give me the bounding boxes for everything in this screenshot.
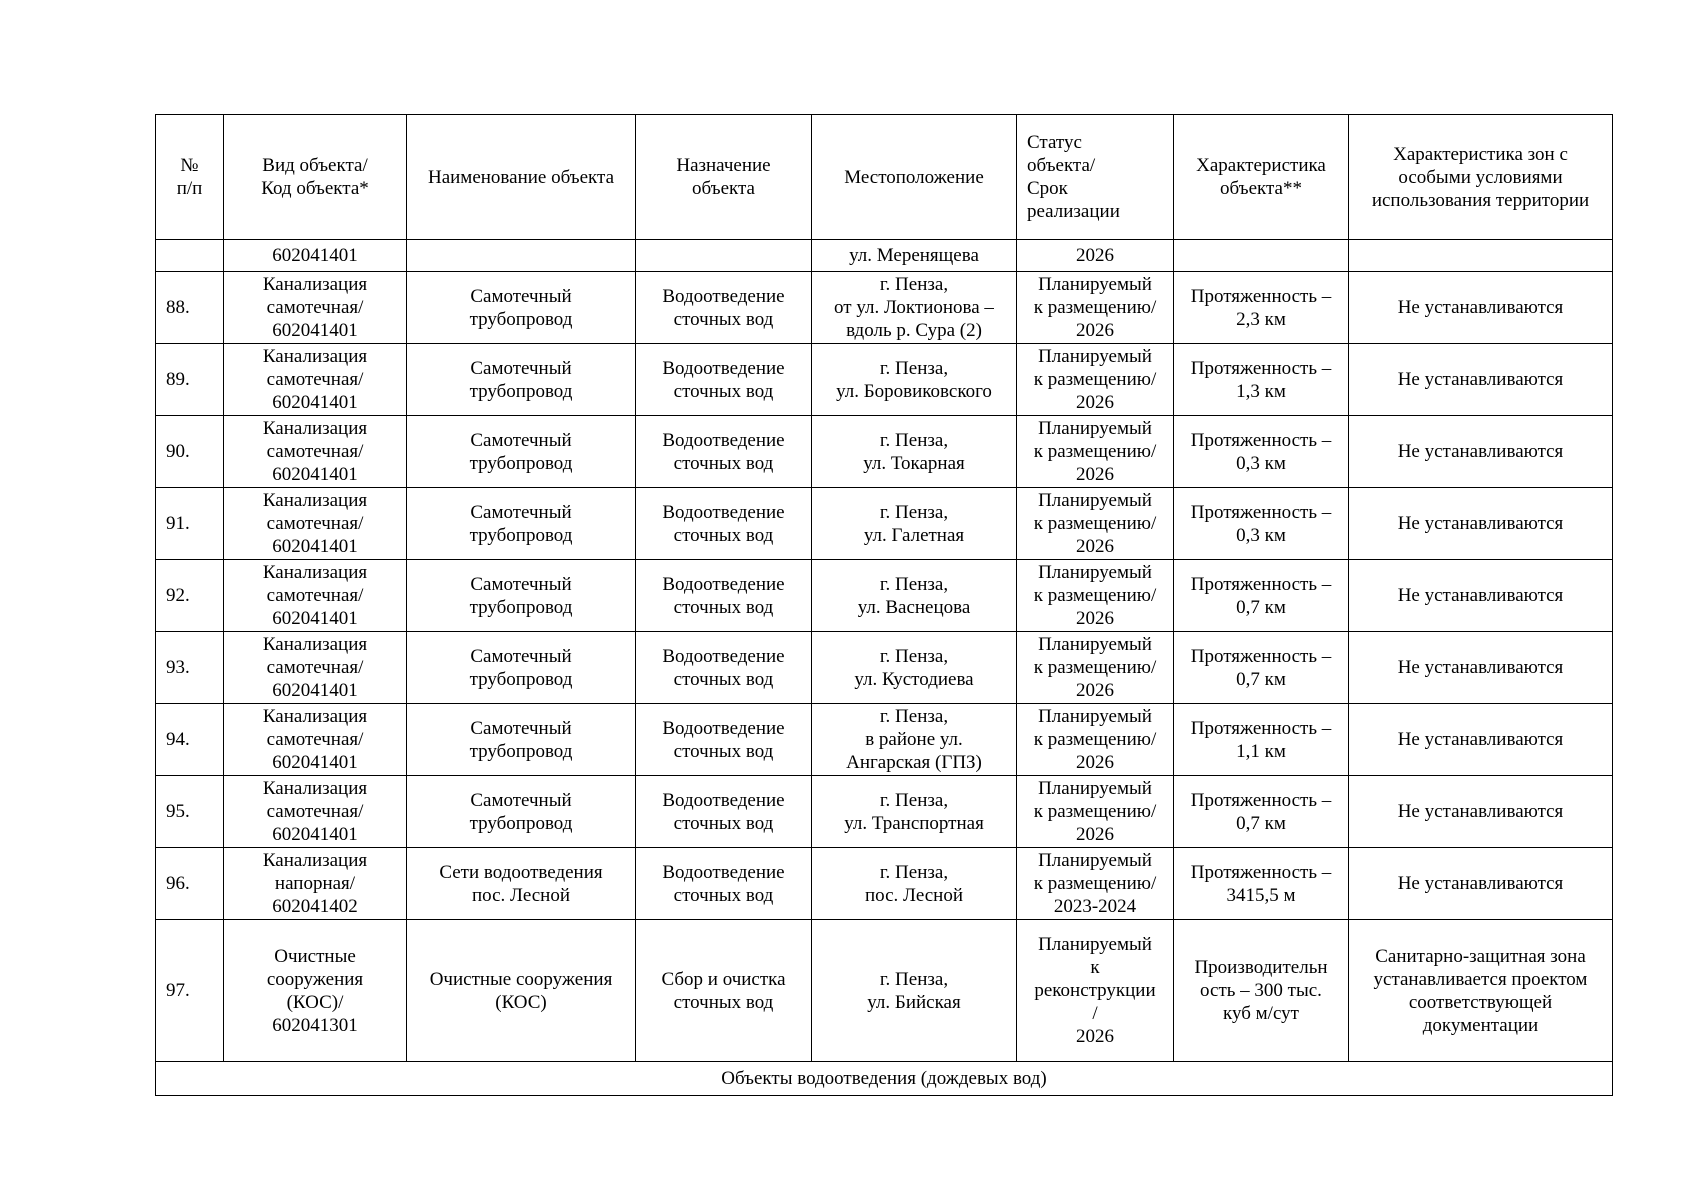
table-row bbox=[156, 344, 1613, 416]
cell-location: г. Пенза, ул. Токарная bbox=[812, 416, 1017, 488]
cell-name: Самотечный трубопровод bbox=[407, 704, 636, 776]
cell-characteristic: Производительн ость – 300 тыс. куб м/сут bbox=[1174, 920, 1349, 1062]
cell-characteristic: Протяженность – 1,1 км bbox=[1174, 704, 1349, 776]
cell-location: г. Пенза, ул. Васнецова bbox=[812, 560, 1017, 632]
cell-purpose: Водоотведение сточных вод bbox=[636, 704, 812, 776]
cell-num bbox=[156, 240, 224, 272]
cell-location: г. Пенза, ул. Галетная bbox=[812, 488, 1017, 560]
table-row bbox=[156, 560, 1613, 632]
header-label: Наименование объекта bbox=[427, 166, 615, 188]
cell-status: Планируемый к размещению/ 2026 bbox=[1017, 632, 1174, 704]
table-row bbox=[156, 776, 1613, 848]
cell-num: 97. bbox=[156, 920, 224, 1062]
header-label: Статус объекта/ Срок реализации bbox=[1027, 132, 1120, 222]
cell-name: Самотечный трубопровод bbox=[407, 632, 636, 704]
cell-type: Канализация самотечная/ 602041401 bbox=[224, 560, 407, 632]
cell-type: 602041401 bbox=[224, 240, 407, 272]
cell-name: Самотечный трубопровод bbox=[407, 560, 636, 632]
cell-name: Самотечный трубопровод bbox=[407, 272, 636, 344]
cell-zones bbox=[1349, 240, 1613, 272]
header-label: Характеристика зон с особыми условиями использования территории bbox=[1371, 143, 1590, 211]
header-label: Местоположение bbox=[844, 166, 984, 188]
cell-name: Очистные сооружения (КОС) bbox=[407, 920, 636, 1062]
cell-location: г. Пенза, пос. Лесной bbox=[812, 848, 1017, 920]
cell-purpose: Водоотведение сточных вод bbox=[636, 848, 812, 920]
table-row bbox=[156, 416, 1613, 488]
cell-name: Самотечный трубопровод bbox=[407, 488, 636, 560]
cell-purpose: Водоотведение сточных вод bbox=[636, 632, 812, 704]
cell-type: Канализация самотечная/ 602041401 bbox=[224, 632, 407, 704]
cell-num: 96. bbox=[156, 848, 224, 920]
header-label: Назначение объекта bbox=[676, 155, 771, 199]
cell-location: г. Пенза, ул. Боровиковского bbox=[812, 344, 1017, 416]
cell-zones: Не устанавливаются bbox=[1349, 560, 1613, 632]
cell-zones: Не устанавливаются bbox=[1349, 272, 1613, 344]
cell-num: 88. bbox=[156, 272, 224, 344]
cell-zones: Не устанавливаются bbox=[1349, 848, 1613, 920]
header-cell-location bbox=[812, 115, 1017, 240]
cell-status: Планируемый к размещению/ 2026 bbox=[1017, 488, 1174, 560]
cell-name: Самотечный трубопровод bbox=[407, 416, 636, 488]
cell-status: Планируемый к размещению/ 2026 bbox=[1017, 704, 1174, 776]
cell-zones: Не устанавливаются bbox=[1349, 416, 1613, 488]
header-cell-purpose bbox=[636, 115, 812, 240]
header-cell-zones bbox=[1349, 115, 1613, 240]
cell-num: 94. bbox=[156, 704, 224, 776]
cell-zones: Не устанавливаются bbox=[1349, 704, 1613, 776]
cell-num: 92. bbox=[156, 560, 224, 632]
header-row bbox=[156, 115, 1613, 240]
cell-name: Самотечный трубопровод bbox=[407, 776, 636, 848]
cell-purpose: Водоотведение сточных вод bbox=[636, 416, 812, 488]
cell-zones: Не устанавливаются bbox=[1349, 344, 1613, 416]
header-label: № п/п bbox=[176, 155, 203, 199]
cell-purpose bbox=[636, 240, 812, 272]
table-row bbox=[156, 920, 1613, 1062]
cell-purpose: Сбор и очистка сточных вод bbox=[636, 920, 812, 1062]
cell-type: Канализация самотечная/ 602041401 bbox=[224, 776, 407, 848]
cell-status: Планируемый к размещению/ 2026 bbox=[1017, 560, 1174, 632]
table-row bbox=[156, 848, 1613, 920]
cell-zones: Не устанавливаются bbox=[1349, 776, 1613, 848]
section-title: Объекты водоотведения (дождевых вод) bbox=[156, 1062, 1613, 1096]
cell-characteristic: Протяженность – 0,7 км bbox=[1174, 560, 1349, 632]
table-row bbox=[156, 272, 1613, 344]
cell-zones: Не устанавливаются bbox=[1349, 632, 1613, 704]
cell-num: 90. bbox=[156, 416, 224, 488]
cell-status: Планируемый к размещению/ 2023-2024 bbox=[1017, 848, 1174, 920]
cell-location: г. Пенза, в районе ул. Ангарская (ГПЗ) bbox=[812, 704, 1017, 776]
continuation-row bbox=[156, 240, 1613, 272]
cell-num: 95. bbox=[156, 776, 224, 848]
cell-zones: Не устанавливаются bbox=[1349, 488, 1613, 560]
cell-characteristic: Протяженность – 2,3 км bbox=[1174, 272, 1349, 344]
cell-characteristic: Протяженность – 0,3 км bbox=[1174, 488, 1349, 560]
cell-characteristic: Протяженность – 1,3 км bbox=[1174, 344, 1349, 416]
table-row bbox=[156, 632, 1613, 704]
header-label: Характеристика объекта** bbox=[1196, 155, 1326, 199]
cell-status: Планируемый к размещению/ 2026 bbox=[1017, 416, 1174, 488]
cell-location: г. Пенза, ул. Транспортная bbox=[812, 776, 1017, 848]
cell-num: 91. bbox=[156, 488, 224, 560]
cell-characteristic: Протяженность – 0,3 км bbox=[1174, 416, 1349, 488]
cell-purpose: Водоотведение сточных вод bbox=[636, 776, 812, 848]
cell-type: Канализация самотечная/ 602041401 bbox=[224, 416, 407, 488]
cell-status: Планируемый к размещению/ 2026 bbox=[1017, 776, 1174, 848]
table-row bbox=[156, 704, 1613, 776]
cell-type: Очистные сооружения (КОС)/ 602041301 bbox=[224, 920, 407, 1062]
cell-type: Канализация напорная/ 602041402 bbox=[224, 848, 407, 920]
cell-type: Канализация самотечная/ 602041401 bbox=[224, 488, 407, 560]
header-label: Вид объекта/ Код объекта* bbox=[261, 155, 369, 199]
cell-zones: Санитарно-защитная зона устанавливается проектом соответствующей документации bbox=[1349, 920, 1613, 1062]
cell-status: Планируемый к реконструкции / 2026 bbox=[1017, 920, 1174, 1062]
cell-characteristic: Протяженность – 3415,5 м bbox=[1174, 848, 1349, 920]
cell-name: Сети водоотведения пос. Лесной bbox=[407, 848, 636, 920]
cell-name bbox=[407, 240, 636, 272]
cell-type: Канализация самотечная/ 602041401 bbox=[224, 704, 407, 776]
cell-status: Планируемый к размещению/ 2026 bbox=[1017, 272, 1174, 344]
section-row bbox=[156, 1062, 1613, 1096]
cell-location: ул. Меренящева bbox=[812, 240, 1017, 272]
header-cell-num bbox=[156, 115, 224, 240]
cell-characteristic: Протяженность – 0,7 км bbox=[1174, 632, 1349, 704]
header-cell-name bbox=[407, 115, 636, 240]
cell-location: г. Пенза, ул. Бийская bbox=[812, 920, 1017, 1062]
cell-status: Планируемый к размещению/ 2026 bbox=[1017, 344, 1174, 416]
header-cell-status bbox=[1017, 115, 1174, 240]
cell-name: Самотечный трубопровод bbox=[407, 344, 636, 416]
cell-purpose: Водоотведение сточных вод bbox=[636, 272, 812, 344]
cell-type: Канализация самотечная/ 602041401 bbox=[224, 272, 407, 344]
table-row bbox=[156, 488, 1613, 560]
cell-location: г. Пенза, от ул. Локтионова – вдоль р. Сура (2) bbox=[812, 272, 1017, 344]
cell-purpose: Водоотведение сточных вод bbox=[636, 344, 812, 416]
cell-purpose: Водоотведение сточных вод bbox=[636, 560, 812, 632]
cell-characteristic: Протяженность – 0,7 км bbox=[1174, 776, 1349, 848]
header-cell-characteristic bbox=[1174, 115, 1349, 240]
cell-characteristic bbox=[1174, 240, 1349, 272]
cell-type: Канализация самотечная/ 602041401 bbox=[224, 344, 407, 416]
objects-table bbox=[155, 114, 1613, 1096]
header-cell-type bbox=[224, 115, 407, 240]
cell-status: 2026 bbox=[1017, 240, 1174, 272]
cell-num: 93. bbox=[156, 632, 224, 704]
cell-purpose: Водоотведение сточных вод bbox=[636, 488, 812, 560]
cell-location: г. Пенза, ул. Кустодиева bbox=[812, 632, 1017, 704]
cell-num: 89. bbox=[156, 344, 224, 416]
